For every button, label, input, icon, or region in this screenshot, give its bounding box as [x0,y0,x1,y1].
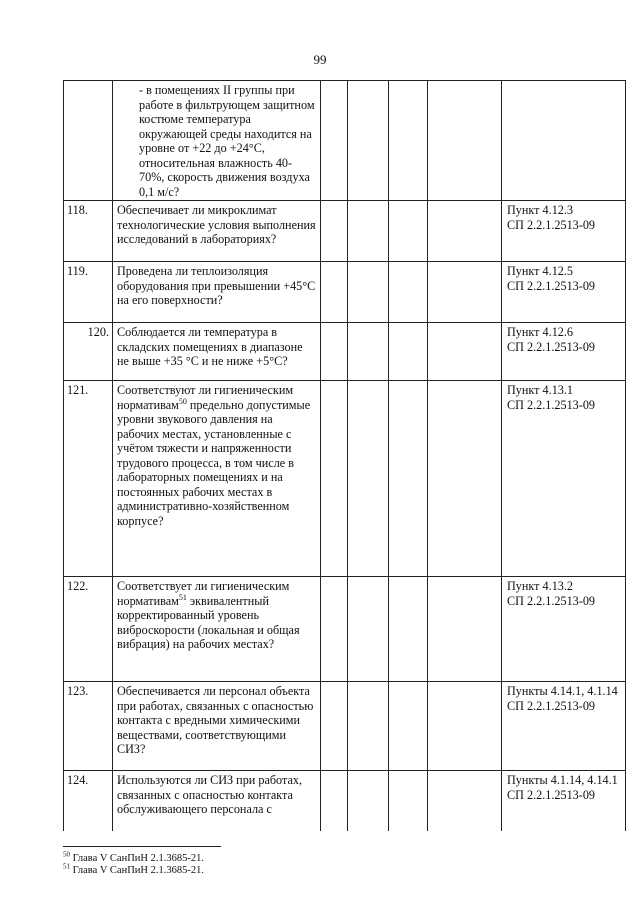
table-row [64,201,626,262]
row-question [113,577,321,682]
answer-cell-no [348,81,389,201]
notes-cell [428,577,502,682]
footnote-mark: 50 [63,850,70,859]
notes-cell [428,262,502,323]
answer-cell-na [389,323,428,381]
notes-cell [428,381,502,577]
footnote-text: Глава V СанПиН 2.1.3685-21. [70,853,204,864]
notes-cell [428,81,502,201]
reference-clause: Пункт 4.12.5 [507,264,574,278]
row-reference [502,81,626,201]
reference-clause: Пункт 4.12.3 [507,203,574,217]
question-text-end: предельно допустимые уровни звукового давления на рабочих местах, установленные с учётом тяжести и напряженности трудового процесса, в том числе в лабораторных помещениях и на постоянных рабочих местах в административно-хозяйственном корпусе? [117,397,311,528]
table-row [64,771,626,831]
answer-cell-yes [321,81,348,201]
reference-clause: Пункт 4.13.2 [507,579,574,593]
row-reference [502,682,626,771]
reference-document: СП 2.2.1.2513-09 [507,339,596,354]
footnote-divider [63,846,221,847]
table-row [64,577,626,682]
question-text-end: эквивалентный корректированный уровень виброскорости (локальная и общая вибрация) на рабочих местах? [117,593,300,651]
answer-cell-no [348,262,389,323]
answer-cell-na [389,81,428,201]
answer-cell-yes [321,323,348,381]
row-reference [502,201,626,262]
row-question: Соблюдается ли температура в складских помещениях в диапазоне не выше +35 °С и не ниже +5°С? [113,323,321,381]
row-reference [502,381,626,577]
answer-cell-yes [321,682,348,771]
answer-cell-no [348,201,389,262]
table-row [64,323,626,381]
row-number [64,81,113,201]
answer-cell-na [389,201,428,262]
answer-cell-yes [321,201,348,262]
row-number: 122. [64,577,113,682]
answer-cell-na [389,682,428,771]
reference-clause: Пункт 4.13.1 [507,383,574,397]
footnote-mark: 51 [178,592,187,602]
table-row [64,682,626,771]
footnote-51 [63,862,204,877]
notes-cell [428,201,502,262]
notes-cell [428,682,502,771]
answer-cell-yes [321,577,348,682]
row-number: 121. [64,381,113,577]
footnote-mark: 51 [63,862,70,871]
reference-clause: Пункт 4.12.6 [507,325,574,339]
notes-cell [428,323,502,381]
row-reference [502,262,626,323]
reference-clause: Пункты 4.14.1, 4.1.14 [507,684,618,698]
row-question: Проведена ли теплоизоляция оборудования при превышении +45°С на его поверхности? [113,262,321,323]
row-reference [502,323,626,381]
footnote-text: Глава V СанПиН 2.1.3685-21. [70,865,204,876]
checklist-table [63,80,626,831]
answer-cell-no [348,682,389,771]
table-row [64,81,626,201]
notes-cell [428,771,502,831]
row-question: Используются ли СИЗ при работах, связанных с опасностью контакта обслуживающего персонала с [113,771,321,831]
answer-cell-na [389,262,428,323]
answer-cell-no [348,323,389,381]
question-text-start: Соответствуют ли гигиеническим нормативам [117,383,294,412]
row-number: 118. [64,201,113,262]
reference-document: СП 2.2.1.2513-09 [507,698,596,713]
row-reference [502,577,626,682]
reference-document: СП 2.2.1.2513-09 [507,217,596,232]
reference-clause: Пункты 4.1.14, 4.14.1 [507,773,618,787]
table-row [64,381,626,577]
reference-document: СП 2.2.1.2513-09 [507,593,596,608]
row-number: 124. [64,771,113,831]
reference-document: СП 2.2.1.2513-09 [507,397,596,412]
row-question: Обеспечивает ли микроклимат технологические условия выполнения исследований в лабораториях? [113,201,321,262]
answer-cell-yes [321,771,348,831]
answer-cell-no [348,381,389,577]
answer-cell-na [389,771,428,831]
answer-cell-na [389,577,428,682]
answer-cell-no [348,771,389,831]
row-question [113,381,321,577]
row-reference [502,771,626,831]
page-number: 99 [313,52,327,67]
row-question: - в помещениях II группы при работе в фильтрующем защитном костюме температура окружающей среды находится на уровне от +22 до +24°С, относительная влажность 40-70%, скорость движения воздуха 0,1 м/с? [113,81,321,201]
answer-cell-no [348,577,389,682]
reference-document: СП 2.2.1.2513-09 [507,787,596,802]
row-number: 123. [64,682,113,771]
reference-document: СП 2.2.1.2513-09 [507,278,596,293]
row-number: 120. [64,323,113,381]
answer-cell-na [389,381,428,577]
question-text-start: Соответствует ли гигиеническим нормативам [117,579,290,608]
footnote-50 [63,850,204,865]
row-number: 119. [64,262,113,323]
answer-cell-yes [321,381,348,577]
answer-cell-yes [321,262,348,323]
footnotes [63,850,204,877]
row-question: Обеспечивается ли персонал объекта при работах, связанных с опасностью контакта с вредными химическими веществами, соответствующими СИЗ? [113,682,321,771]
footnote-mark: 50 [178,396,187,406]
table-row [64,262,626,323]
